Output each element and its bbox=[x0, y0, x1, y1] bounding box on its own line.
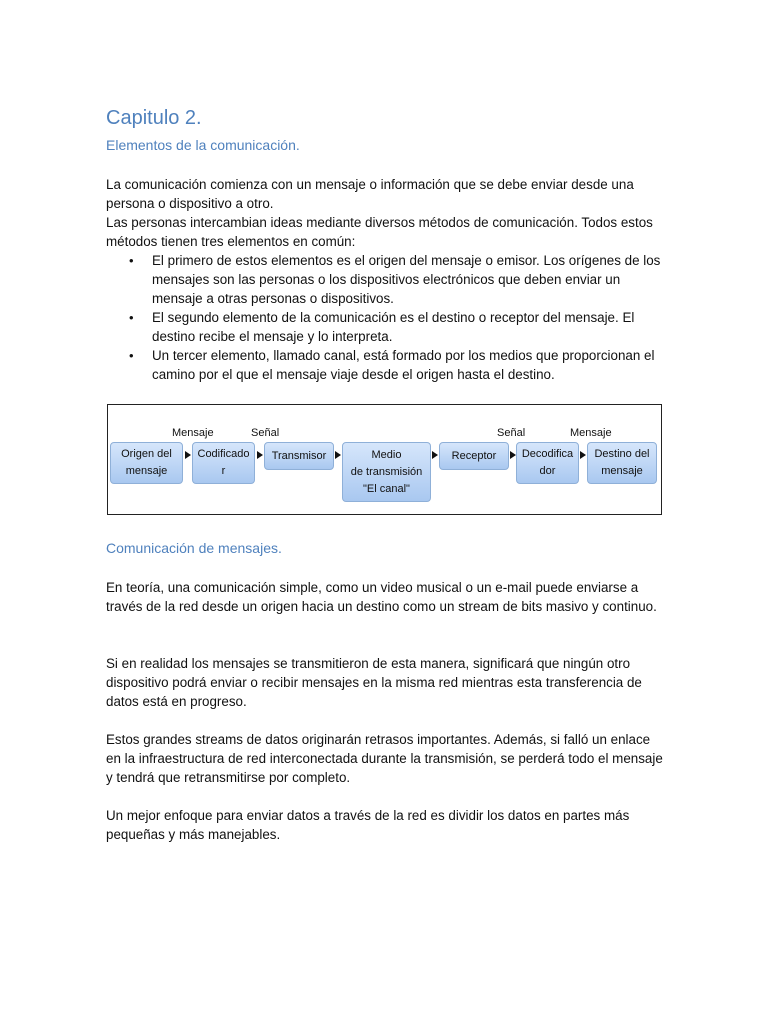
diagram-label: Mensaje bbox=[570, 427, 612, 439]
section2-title: Comunicación de mensajes. bbox=[106, 540, 282, 556]
diagram-node: Receptor bbox=[439, 442, 509, 470]
body-paragraph-3: Estos grandes streams de datos originarán retrasos importantes. Además, si falló un enlace en la infraestructura de red interconectada durante la transmisión, se perderá todo el mensaje y tendrá que retransmitirse por completo. bbox=[106, 732, 663, 785]
bullet-icon: • bbox=[129, 253, 134, 268]
list-item-text: El segundo elemento de la comunicación es el destino o receptor del mensaje. El destino recibe el mensaje y lo interpreta. bbox=[152, 310, 635, 344]
body-paragraph-2: Si en realidad los mensajes se transmitieron de esta manera, significará que ningún otro dispositivo podrá enviar o recibir mensajes en la misma red mientras esta transferencia de datos está en progreso. bbox=[106, 656, 642, 709]
diagram-node: Decodifica dor bbox=[516, 442, 579, 484]
chapter-title: Capitulo 2. bbox=[106, 107, 202, 129]
bullet-icon: • bbox=[129, 310, 134, 325]
diagram-node: Transmisor bbox=[264, 442, 334, 470]
diagram-label: Señal bbox=[251, 427, 280, 439]
diagram-node: Destino del mensaje bbox=[587, 442, 657, 484]
communication-diagram bbox=[107, 404, 662, 515]
diagram-label: Mensaje bbox=[172, 427, 214, 439]
body-paragraph-4: Un mejor enfoque para enviar datos a través de la red es dividir los datos en partes más pequeñas y más manejables. bbox=[106, 808, 630, 842]
arrow-icon bbox=[432, 451, 438, 459]
diagram-label: Señal bbox=[497, 427, 526, 439]
list-item-text: Un tercer elemento, llamado canal, está formado por los medios que proporcionan el camino por el que el mensaje viaje desde el origen hasta el destino. bbox=[152, 348, 655, 382]
list-item bbox=[106, 308, 666, 346]
diagram-node: Medio de transmisión "El canal" bbox=[342, 442, 431, 502]
arrow-icon bbox=[185, 451, 191, 459]
diagram-node: Origen del mensaje bbox=[110, 442, 183, 484]
intro-paragraph-2: Las personas intercambian ideas mediante diversos métodos de comunicación. Todos estos métodos tienen tres elementos en común: bbox=[106, 215, 653, 249]
section-title: Elementos de la comunicación. bbox=[106, 137, 300, 153]
diagram-node: Codificado r bbox=[192, 442, 255, 484]
list-item-text: El primero de estos elementos es el origen del mensaje o emisor. Los orígenes de los mensajes son las personas o los dispositivos electrónicos que deben enviar un mensaje a otras personas o dispositivos. bbox=[152, 253, 661, 306]
arrow-icon bbox=[580, 451, 586, 459]
elements-list bbox=[106, 251, 666, 384]
bullet-icon: • bbox=[129, 348, 134, 363]
list-item bbox=[106, 346, 666, 384]
body-paragraph-1: En teoría, una comunicación simple, como un video musical o un e-mail puede enviarse a través de la red desde un origen hacia un destino como un stream de bits masivo y continuo. bbox=[106, 580, 657, 614]
arrow-icon bbox=[335, 451, 341, 459]
list-item bbox=[106, 251, 666, 308]
intro-paragraph-1: La comunicación comienza con un mensaje o información que se debe enviar desde una persona o dispositivo a otro. bbox=[106, 177, 634, 211]
arrow-icon bbox=[257, 451, 263, 459]
